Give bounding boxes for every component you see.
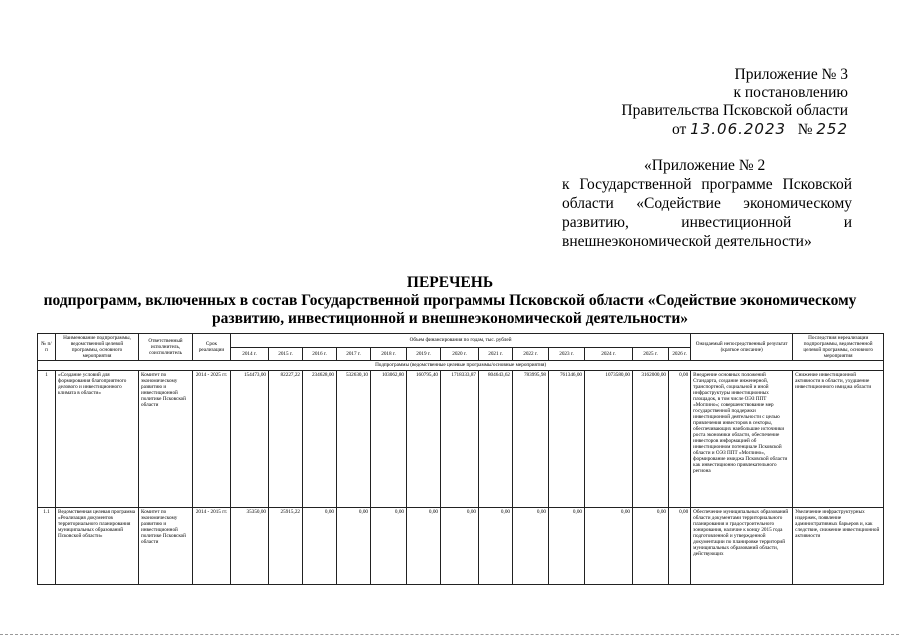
row-num: 1 — [38, 371, 56, 508]
row-value: 154473,00 — [231, 371, 269, 508]
row-value: 0,00 — [585, 508, 633, 585]
row-value: 0,00 — [669, 371, 691, 508]
header-year: 2024 г. — [585, 347, 633, 361]
subprograms-table — [37, 333, 884, 585]
row-value: 1073580,00 — [585, 371, 633, 508]
row-value: 804643,62 — [479, 371, 513, 508]
title-main: ПЕРЕЧЕНЬ — [406, 274, 494, 291]
header-name: Наименование подпрограммы, ведомственной целевой программы, основного мероприятия — [56, 334, 139, 361]
row-value: 0,00 — [337, 508, 371, 585]
annex-block — [598, 66, 848, 139]
row-value: 1718333,87 — [441, 371, 479, 508]
handwritten-number: 252 — [816, 120, 848, 138]
annex-line-1: Приложение № 3 — [734, 66, 848, 83]
date-prefix: от — [671, 121, 687, 138]
header-year: 2017 г. — [337, 347, 371, 361]
header-consequences: Последствия нереализации подпрограммы, ведомственной целевой программы, основного мероприятия — [793, 334, 884, 361]
header-year: 2015 г. — [269, 347, 303, 361]
header-executor: Ответственный исполнитель, соисполнитель — [139, 334, 193, 361]
row-value: 0,00 — [303, 508, 337, 585]
annex2-line-3: области «Содействие экономическому — [562, 195, 852, 212]
row-value: 234628,00 — [303, 371, 337, 508]
row-executor: Комитет по экономическому развитию и инвестиционной политике Псковской области — [139, 508, 193, 585]
row-name: «Создание условий для формирования благоприятного делового и инвестиционного климата в области» — [56, 371, 139, 508]
title-sub-2: развитию, инвестиционной и внешнеэкономической деятельности» — [211, 310, 689, 327]
annex2-line-5: внешнеэкономической деятельности» — [562, 233, 812, 250]
row-value: 0,00 — [479, 508, 513, 585]
number-prefix: № — [797, 121, 813, 138]
row-value: 0,00 — [633, 508, 669, 585]
row-value: 0,00 — [549, 508, 585, 585]
row-term: 2014 - 2015 гг. — [193, 508, 231, 585]
header-year: 2014 г. — [231, 347, 269, 361]
header-year: 2016 г. — [303, 347, 337, 361]
header-year: 2022 г. — [513, 347, 549, 361]
row-value: 160795,40 — [407, 371, 441, 508]
handwritten-date: 13.06.2023 — [690, 120, 787, 138]
header-year: 2018 г. — [371, 347, 407, 361]
annex-date-line — [598, 120, 848, 139]
header-funding: Объем финансирования по годам, тыс. рублей — [231, 334, 691, 348]
document-title — [20, 274, 880, 328]
row-value: 0,00 — [669, 508, 691, 585]
page-bottom-edge — [0, 634, 899, 637]
table-row — [38, 371, 884, 508]
header-year: 2019 г. — [407, 347, 441, 361]
annex2-line-1: «Приложение № 2 — [644, 157, 766, 174]
row-consequences: Увеличение инфраструктурных издержек, появление административных барьеров и, как следствие, снижение инвестиционной активности — [793, 508, 884, 585]
row-value: 0,00 — [441, 508, 479, 585]
row-executor: Комитет по экономическому развитию и инвестиционной политике Псковской области — [139, 371, 193, 508]
row-result: Внедрение основных положений Стандарта, создание инженерной, транспортной, социальной и иной инфраструктуры инвестиционных площадок, в том числе ОЭЗ ППТ «Моглино»; совершенствование мер государственной поддержки инвестиционной деятельности с целью привлечения инвесторов в секторы, обеспечивающих наибольшие источники роста экономики области, обеспечение инвесторов информацией об инвестиционном потенциале Псковской области и ОЭЗ ППТ «Моглино», формирование имиджа Псковской области как инвестиционно привлекательного региона — [691, 371, 793, 508]
row-value: 0,00 — [513, 508, 549, 585]
annex2-line-2: к Государственной программе Псковской — [562, 176, 852, 193]
row-value: 103062,80 — [371, 371, 407, 508]
row-value: 783995,98 — [513, 371, 549, 508]
row-value: 35350,00 — [231, 508, 269, 585]
row-value: 0,00 — [407, 508, 441, 585]
table-row — [38, 508, 884, 585]
section-label: Подпрограммы (ведомственные целевые программы/основные мероприятия) — [38, 361, 884, 371]
row-value: 82227,22 — [269, 371, 303, 508]
annex-line-2: к постановлению — [733, 84, 848, 101]
row-value: 532630,10 — [337, 371, 371, 508]
header-num: № п/п — [38, 334, 56, 361]
header-year: 2023 г. — [549, 347, 585, 361]
row-value: 25915,22 — [269, 508, 303, 585]
row-value: 761346,00 — [549, 371, 585, 508]
row-name: Ведомственная целевая программа «Реализация документов территориального планирования муниципальных образований Псковской области» — [56, 508, 139, 585]
row-result: Обеспечение муниципальных образований области документами территориального планирования и градостроительного зонирования, наличие к концу 2015 года подготовленной и утвержденной документации по планировке территорий муниципальных образований области, действующих — [691, 508, 793, 585]
row-value: 3162000,00 — [633, 371, 669, 508]
annex-line-3: Правительства Псковской области — [621, 102, 848, 119]
row-num: 1.1 — [38, 508, 56, 585]
row-term: 2014 - 2025 гг. — [193, 371, 231, 508]
header-term: Срок реализации — [193, 334, 231, 361]
row-value: 0,00 — [371, 508, 407, 585]
header-year: 2025 г. — [633, 347, 669, 361]
header-year: 2020 г. — [441, 347, 479, 361]
header-result: Ожидаемый непосредственный результат (краткое описание) — [691, 334, 793, 361]
header-year: 2026 г. — [669, 347, 691, 361]
header-year: 2021 г. — [479, 347, 513, 361]
row-consequences: Снижение инвестиционной активности в области, ухудшение инвестиционного имиджа области — [793, 371, 884, 508]
annex2-block — [562, 156, 852, 251]
title-sub-1: подпрограмм, включенных в состав Государственной программы Псковской области «Содействие экономическому — [43, 292, 857, 309]
section-row — [38, 361, 884, 371]
annex2-line-4: развитию, инвестиционной и — [562, 214, 852, 231]
